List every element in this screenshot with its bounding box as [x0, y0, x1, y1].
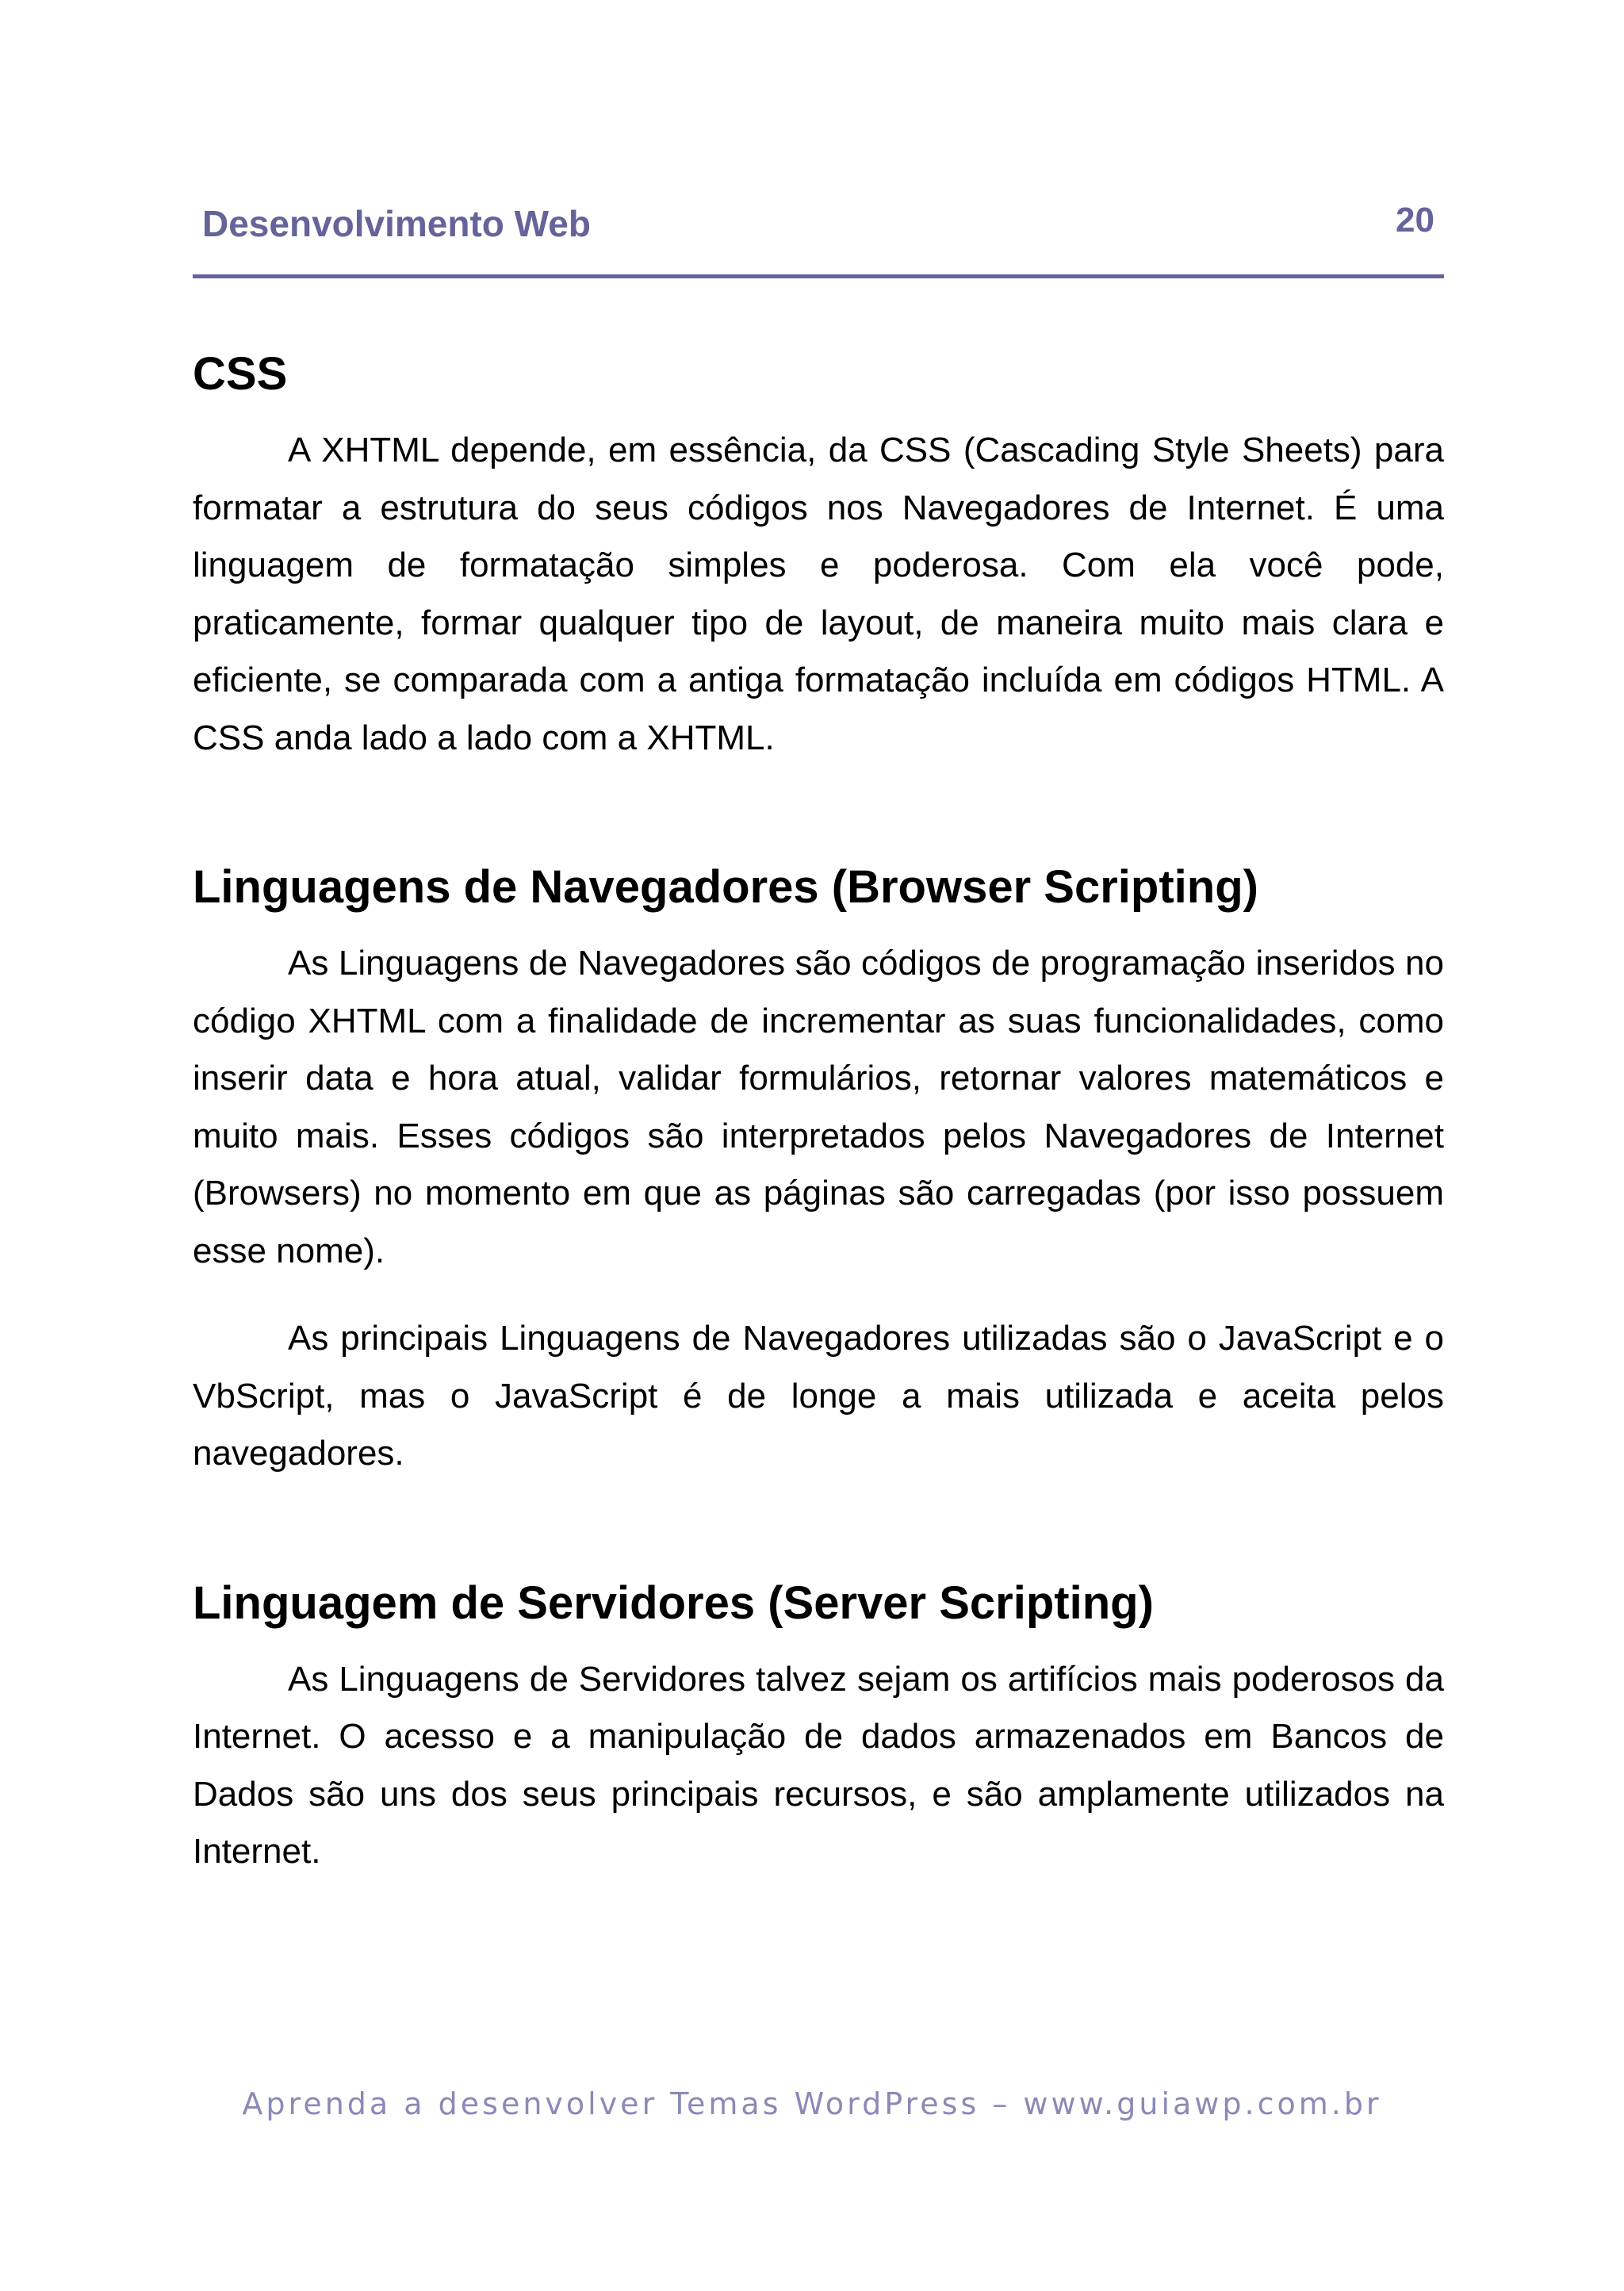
section-title-browser-scripting: Linguagens de Navegadores (Browser Scripting) — [193, 861, 1258, 913]
paragraph-browser-scripting-2: As principais Linguagens de Navegadores utilizadas são o JavaScript e o VbScript, mas o JavaScript é de longe a mais utilizada e aceita pelos navegadores. — [193, 1319, 1444, 1473]
page-header — [193, 190, 1444, 278]
page-content — [193, 341, 1444, 1881]
section-title-css: CSS — [193, 348, 288, 400]
section-title-server-scripting: Linguagem de Servidores (Server Scripting) — [193, 1576, 1154, 1629]
page-footer: Aprenda a desenvolver Temas WordPress – www.guiawp.com.br — [242, 2086, 1382, 2121]
paragraph-browser-scripting-1: As Linguagens de Navegadores são códigos de programação inseridos no código XHTML com a finalidade de incrementar as suas funcionalidades, como inserir data e hora atual, validar formulários, retornar valores matemáticos e muito mais. Esses códigos são interpretados pelos Navegadores de Internet (Browsers) no momento em que as páginas são carregadas (por isso possuem esse nome). — [193, 944, 1444, 1270]
header-title: Desenvolvimento Web — [202, 203, 591, 244]
page-number: 20 — [1396, 201, 1434, 239]
paragraph-css: A XHTML depende, em essência, da CSS (Cascading Style Sheets) para formatar a estrutura do seus códigos nos Navegadores de Internet. É uma linguagem de formatação simples e poderosa. Com ela você pode, praticamente, formar qualquer tipo de layout, de maneira muito mais clara e eficiente, se comparada com a antiga formatação incluída em códigos HTML. A CSS anda lado a lado com a XHTML. — [193, 431, 1444, 757]
paragraph-server-scripting: As Linguagens de Servidores talvez sejam os artifícios mais poderosos da Internet. O acesso e a manipulação de dados armazenados em Bancos de Dados são uns dos seus principais recursos, e são amplamente utilizados na Internet. — [193, 1659, 1444, 1871]
